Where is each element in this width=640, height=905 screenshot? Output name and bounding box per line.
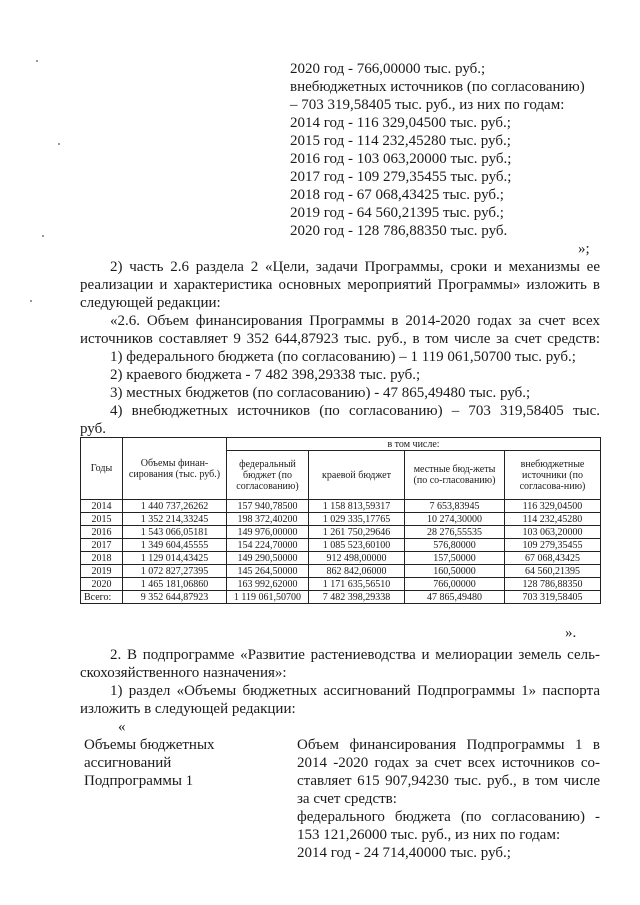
cell-federal: 154 224,70000 — [227, 539, 309, 552]
cell-federal: 163 992,62000 — [227, 578, 309, 591]
scan-speck — [30, 300, 32, 302]
cell-federal: 157 940,78500 — [227, 500, 309, 513]
closing-quote: ». — [565, 625, 577, 641]
passport-text: 2014 -2020 годах за счет всех источников со- — [297, 755, 600, 771]
funding-item: 3) местных бюджетов (по согласованию) - 47 865,49480 тыс. руб.; — [110, 385, 531, 401]
funding-item: 4) внебюджетных источников (по согласованию) – 703 319,58405 тыс. — [110, 403, 600, 419]
cell-local: 10 274,30000 — [405, 513, 505, 526]
cell-total: 9 352 644,87923 — [123, 591, 227, 604]
cell-regional: 1 029 335,17765 — [309, 513, 405, 526]
passport-label: Подпрограммы 1 — [84, 773, 194, 789]
table-row — [81, 539, 601, 552]
cell-local: 28 276,55535 — [405, 526, 505, 539]
subprogram-line: скохозяйственного назначения»: — [80, 665, 287, 681]
cell-year: 2020 — [81, 578, 123, 591]
cell-year: 2016 — [81, 526, 123, 539]
cell-total: 1 440 737,26262 — [123, 500, 227, 513]
top-line: 2020 год - 766,00000 тыс. руб.; — [290, 61, 486, 77]
header-regional: краевой бюджет — [309, 451, 405, 500]
cell-total: 1 349 604,45555 — [123, 539, 227, 552]
table-row — [81, 565, 601, 578]
cell-regional: 912 498,00000 — [309, 552, 405, 565]
cell-local: 766,00000 — [405, 578, 505, 591]
cell-local: 47 865,49480 — [405, 591, 505, 604]
paragraph-2-6-line: реализации и характеристика основных мероприятий Программы» изложить в — [80, 277, 600, 293]
passport-label: ассигнований — [84, 755, 172, 771]
cell-year: 2019 — [81, 565, 123, 578]
cell-local: 160,50000 — [405, 565, 505, 578]
scan-speck — [36, 60, 38, 62]
cell-total: 1 072 827,27395 — [123, 565, 227, 578]
passport-text: ставляет 615 907,94230 тыс. руб., в том числе — [297, 773, 600, 789]
cell-total: 1 352 214,33245 — [123, 513, 227, 526]
paragraph-2-6-line: следующей редакции: — [80, 295, 221, 311]
subprogram-line: 2. В подпрограмме «Развитие растениеводства и мелиорации земель сель- — [110, 647, 600, 663]
cell-total: 1 543 066,05181 — [123, 526, 227, 539]
table-header-row — [81, 438, 601, 451]
top-line: – 703 319,58405 тыс. руб., из них по годам: — [290, 97, 565, 113]
passport-text: 153 121,26000 тыс. руб., из них по годам: — [297, 827, 561, 843]
cell-year: 2017 — [81, 539, 123, 552]
passport-text: Объем финансирования Подпрограммы 1 в — [297, 737, 600, 753]
header-local: местные бюд-жеты (по со-гласованию) — [405, 451, 505, 500]
subprogram-line: изложить в следующей редакции: — [80, 701, 296, 717]
opening-quote: « — [118, 719, 126, 735]
cell-extra: 103 063,20000 — [505, 526, 601, 539]
funding-item: 2) краевого бюджета - 7 482 398,29338 тыс. руб.; — [110, 367, 421, 383]
cell-regional: 1 158 813,59317 — [309, 500, 405, 513]
top-line: 2019 год - 64 560,21395 тыс. руб.; — [290, 205, 504, 221]
header-years: Годы — [81, 438, 123, 500]
cell-extra: 116 329,04500 — [505, 500, 601, 513]
header-group: в том числе: — [227, 438, 601, 451]
cell-year: Всего: — [81, 591, 123, 604]
cell-regional: 862 842,06000 — [309, 565, 405, 578]
cell-extra: 128 786,88350 — [505, 578, 601, 591]
financing-table — [80, 437, 601, 604]
top-line: 2020 год - 128 786,88350 тыс. руб. — [290, 223, 508, 239]
scan-speck — [58, 143, 60, 145]
cell-extra: 109 279,35455 — [505, 539, 601, 552]
cell-extra: 67 068,43425 — [505, 552, 601, 565]
cell-federal: 198 372,40200 — [227, 513, 309, 526]
passport-text: федерального бюджета (по согласованию) - — [297, 809, 600, 825]
cell-local: 576,80000 — [405, 539, 505, 552]
cell-total: 1 465 181,06860 — [123, 578, 227, 591]
cell-regional: 7 482 398,29338 — [309, 591, 405, 604]
section-2-6-line: источников составляет 9 352 644,87923 тыс. руб., в том числе за счет средств: — [80, 331, 600, 347]
cell-regional: 1 171 635,56510 — [309, 578, 405, 591]
funding-item: 1) федерального бюджета (по согласованию) – 1 119 061,50700 тыс. руб.; — [110, 349, 576, 365]
cell-federal: 1 119 061,50700 — [227, 591, 309, 604]
top-line: 2016 год - 103 063,20000 тыс. руб.; — [290, 151, 512, 167]
table-row — [81, 500, 601, 513]
paragraph-2-6-line: 2) часть 2.6 раздела 2 «Цели, задачи Программы, сроки и механизмы ее — [110, 259, 600, 275]
section-2-6-line: «2.6. Объем финансирования Программы в 2014-2020 годах за счет всех — [110, 313, 600, 329]
funding-item-continued: руб. — [80, 421, 106, 437]
passport-text: за счет средств: — [297, 791, 397, 807]
cell-extra: 114 232,45280 — [505, 513, 601, 526]
cell-local: 157,50000 — [405, 552, 505, 565]
cell-federal: 145 264,50000 — [227, 565, 309, 578]
top-line: 2017 год - 109 279,35455 тыс. руб.; — [290, 169, 512, 185]
cell-extra: 64 560,21395 — [505, 565, 601, 578]
passport-text: 2014 год - 24 714,40000 тыс. руб.; — [297, 845, 511, 861]
header-total: Объемы финан-сирования (тыс. руб.) — [123, 438, 227, 500]
table-row — [81, 578, 601, 591]
cell-federal: 149 976,00000 — [227, 526, 309, 539]
header-federal: федеральный бюджет (по согласованию) — [227, 451, 309, 500]
table-row — [81, 513, 601, 526]
top-line: внебюджетных источников (по согласованию) — [290, 79, 585, 95]
cell-extra: 703 319,58405 — [505, 591, 601, 604]
closing-quote: »; — [578, 241, 590, 257]
top-line: 2018 год - 67 068,43425 тыс. руб.; — [290, 187, 504, 203]
cell-regional: 1 261 750,29646 — [309, 526, 405, 539]
cell-year: 2014 — [81, 500, 123, 513]
cell-local: 7 653,83945 — [405, 500, 505, 513]
table-row — [81, 552, 601, 565]
cell-federal: 149 290,50000 — [227, 552, 309, 565]
header-extra: внебюджетные источники (по согласова-нию) — [505, 451, 601, 500]
top-line: 2014 год - 116 329,04500 тыс. руб.; — [290, 115, 511, 131]
cell-year: 2018 — [81, 552, 123, 565]
table-row — [81, 526, 601, 539]
cell-regional: 1 085 523,60100 — [309, 539, 405, 552]
passport-label: Объемы бюджетных — [84, 737, 215, 753]
cell-year: 2015 — [81, 513, 123, 526]
scan-speck — [42, 235, 44, 237]
table-total-row — [81, 591, 601, 604]
cell-total: 1 129 014,43425 — [123, 552, 227, 565]
top-line: 2015 год - 114 232,45280 тыс. руб.; — [290, 133, 511, 149]
subprogram-line: 1) раздел «Объемы бюджетных ассигнований Подпрограммы 1» паспорта — [110, 683, 600, 699]
